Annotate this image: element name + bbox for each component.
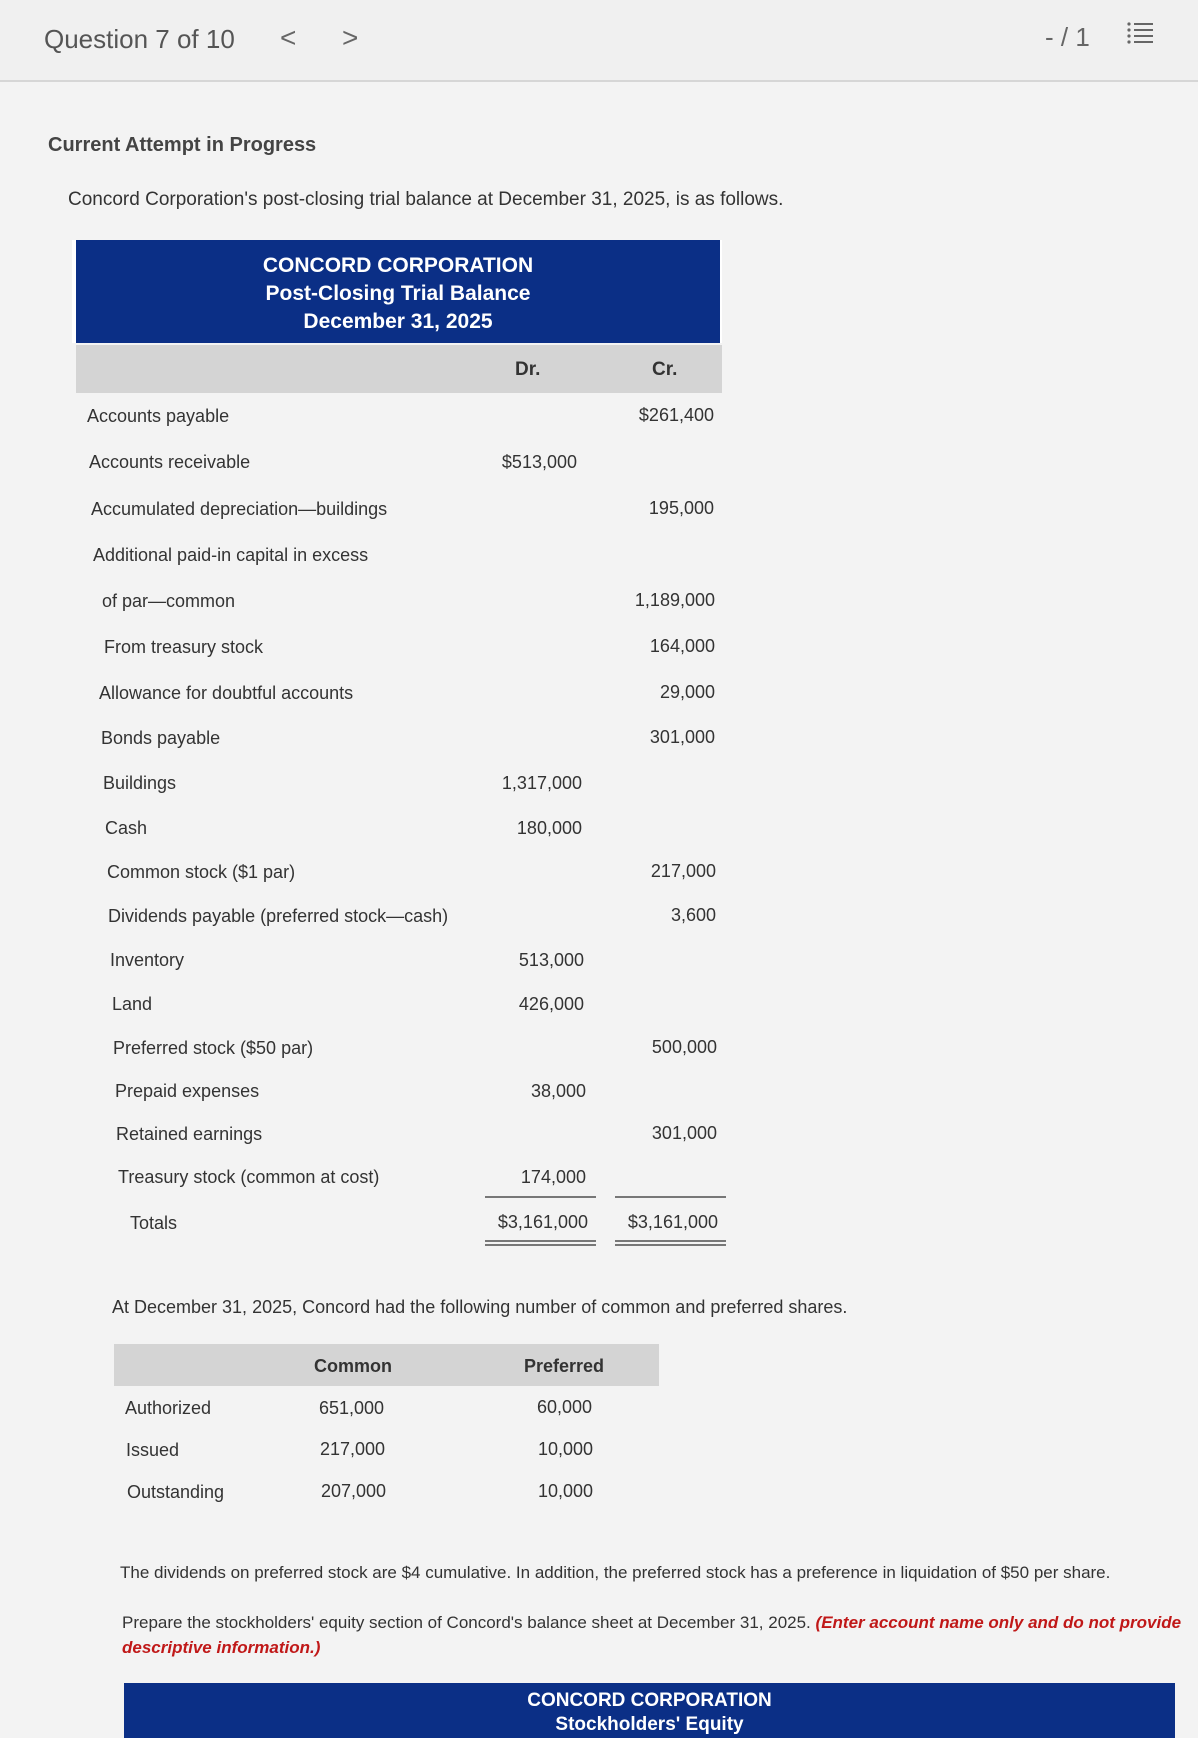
credit-amount: 3,600 xyxy=(670,905,716,925)
double-rule-cr xyxy=(615,1244,726,1246)
double-rule-cr xyxy=(615,1240,726,1242)
common-shares: 207,000 xyxy=(321,1481,387,1501)
credit-amount: 164,000 xyxy=(649,636,715,656)
account-label: From treasury stock xyxy=(104,637,264,657)
debit-amount: 180,000 xyxy=(516,818,582,838)
credit-amount: 29,000 xyxy=(659,682,715,702)
account-label: Accounts payable xyxy=(87,406,230,426)
attempt-status: Current Attempt in Progress xyxy=(48,134,317,156)
account-label: Cash xyxy=(105,818,148,838)
account-label: Treasury stock (common at cost) xyxy=(118,1167,380,1187)
common-shares: 651,000 xyxy=(319,1398,385,1418)
dr-header: Dr. xyxy=(515,359,541,380)
shares-header-row xyxy=(114,1344,659,1386)
prepare-text: Prepare the stockholders' equity section of Concord's balance sheet at December 31, 2025. xyxy=(122,1613,811,1632)
account-label: of par—common xyxy=(102,591,236,611)
prepare-instruction xyxy=(122,1610,1182,1660)
account-label: Allowance for doubtful accounts xyxy=(99,683,354,703)
credit-amount: 301,000 xyxy=(651,1123,717,1143)
shares-row-label: Issued xyxy=(126,1440,180,1460)
trial-balance-header xyxy=(72,240,722,343)
account-label: Bonds payable xyxy=(101,728,221,748)
equity-company-name: CONCORD CORPORATION xyxy=(527,1690,772,1711)
equity-section-header xyxy=(124,1683,1175,1738)
statement-title: Post-Closing Trial Balance xyxy=(265,282,531,305)
account-label: Accounts receivable xyxy=(89,452,251,472)
debit-amount: 38,000 xyxy=(530,1081,586,1101)
top-bar xyxy=(0,0,1198,82)
shares-intro: At December 31, 2025, Concord had the following number of common and preferred shares. xyxy=(112,1297,848,1317)
statement-date: December 31, 2025 xyxy=(303,310,493,333)
debit-amount: 426,000 xyxy=(518,994,584,1014)
preferred-shares: 10,000 xyxy=(538,1481,594,1501)
credit-amount: 500,000 xyxy=(651,1037,717,1057)
credit-amount: 217,000 xyxy=(650,861,716,881)
chevron-left-icon[interactable]: < xyxy=(280,22,297,53)
preferred-shares: 60,000 xyxy=(537,1397,593,1417)
account-label: Accumulated depreciation—buildings xyxy=(91,499,388,519)
shares-row-label: Authorized xyxy=(125,1398,212,1418)
chevron-right-icon[interactable]: > xyxy=(342,22,359,53)
account-label: Dividends payable (preferred stock—cash) xyxy=(108,906,449,926)
account-label: Prepaid expenses xyxy=(115,1081,260,1101)
equity-title: Stockholders' Equity xyxy=(555,1714,744,1735)
double-rule-dr xyxy=(485,1244,596,1246)
intro-text: Concord Corporation's post-closing trial balance at December 31, 2025, is as follows. xyxy=(68,189,784,210)
account-label: Common stock ($1 par) xyxy=(107,862,296,882)
account-label: Preferred stock ($50 par) xyxy=(113,1038,314,1058)
credit-amount: 301,000 xyxy=(649,727,715,747)
debit-amount: 174,000 xyxy=(520,1167,586,1187)
total-rule-dr xyxy=(485,1196,596,1198)
company-name: CONCORD CORPORATION xyxy=(262,254,534,277)
credit-amount: $261,400 xyxy=(638,405,714,425)
total-debit: $3,161,000 xyxy=(497,1212,588,1232)
preferred-header: Preferred xyxy=(524,1356,605,1376)
account-label: Retained earnings xyxy=(116,1124,263,1144)
common-header: Common xyxy=(314,1356,392,1376)
totals-label: Totals xyxy=(130,1213,178,1233)
double-rule-dr xyxy=(485,1240,596,1242)
question-counter: Question 7 of 10 xyxy=(44,24,235,54)
list-icon[interactable] xyxy=(1125,18,1155,48)
account-label: Inventory xyxy=(110,950,185,970)
shares-row-label: Outstanding xyxy=(127,1482,225,1502)
total-credit: $3,161,000 xyxy=(627,1212,718,1232)
debit-amount: 1,317,000 xyxy=(501,773,582,793)
credit-amount: 195,000 xyxy=(648,498,714,518)
common-shares: 217,000 xyxy=(320,1439,386,1459)
account-label: Land xyxy=(112,994,153,1014)
account-label: Additional paid-in capital in excess xyxy=(93,545,369,565)
credit-amount: 1,189,000 xyxy=(634,590,715,610)
account-label: Buildings xyxy=(103,773,177,793)
entry-instruction: (Enter account name only and do not provide descriptive information.) xyxy=(122,1613,1182,1657)
debit-amount: 513,000 xyxy=(518,950,584,970)
preferred-shares: 10,000 xyxy=(538,1439,594,1459)
score-display: - / 1 xyxy=(1045,22,1090,52)
cr-header: Cr. xyxy=(652,359,678,380)
total-rule-cr xyxy=(615,1196,726,1198)
debit-amount: $513,000 xyxy=(501,452,577,472)
dividend-note: The dividends on preferred stock are $4 cumulative. In addition, the preferred stock has a preference in liquidation of $50 per share. xyxy=(120,1563,1111,1582)
column-header-row xyxy=(76,345,722,393)
